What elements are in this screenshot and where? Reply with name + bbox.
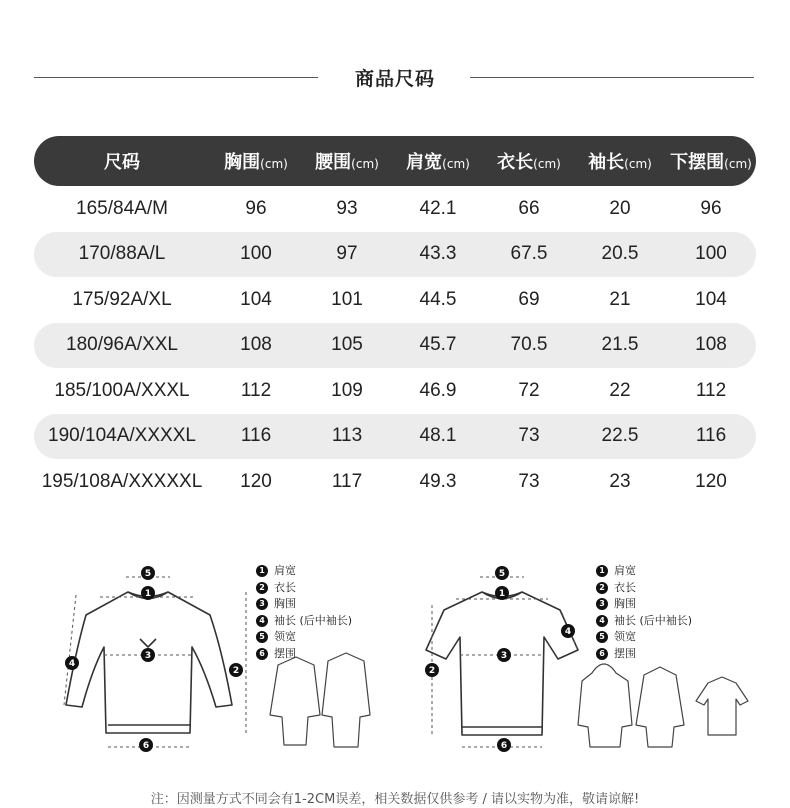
column-header-shoulder: 肩宽(cm)	[406, 152, 470, 173]
title-divider-right	[470, 77, 754, 78]
table-cell: 93	[336, 197, 358, 219]
table-cell: 42.1	[419, 197, 457, 219]
table-row	[34, 232, 756, 278]
column-header-waist: 腰围(cm)	[315, 152, 379, 173]
tshirt-outline-icon	[426, 592, 578, 735]
table-row	[34, 459, 756, 505]
legend-item: 3 胸围	[596, 596, 692, 613]
table-cell: 116	[695, 425, 727, 447]
table-cell: 20.5	[601, 243, 639, 265]
table-cell: 20	[609, 197, 631, 219]
column-header-size: 尺码	[104, 152, 140, 173]
measurement-disclaimer: 注：因测量方式不同会有1-2CM误差，相关数据仅供参考 / 请以实物为准，敬请谅解!	[150, 792, 640, 807]
marker-4-label: 4	[564, 627, 572, 637]
table-cell: 100	[240, 243, 272, 265]
table-cell: 108	[240, 334, 272, 356]
blazer-thumbnail-icon	[322, 653, 370, 747]
table-header	[34, 136, 756, 186]
number-badge-icon: 2	[256, 582, 268, 594]
table-cell: 22	[609, 379, 631, 401]
table-cell: 73	[518, 425, 540, 447]
number-badge-icon: 3	[596, 598, 608, 610]
table-cell: 101	[331, 288, 363, 310]
table-cell: 48.1	[419, 425, 457, 447]
number-badge-icon: 6	[596, 648, 608, 660]
marker-4-label: 4	[68, 659, 76, 669]
legend-item: 6 摆围	[596, 646, 692, 663]
legend-item: 2 衣长	[596, 580, 692, 597]
page-title: 商品尺码	[354, 68, 435, 90]
table-cell: 72	[518, 379, 540, 401]
table-cell: 69	[518, 288, 540, 310]
number-badge-icon: 1	[256, 565, 268, 577]
column-header-length: 衣长(cm)	[497, 152, 561, 173]
table-cell: 113	[331, 425, 363, 447]
table-row	[34, 414, 756, 460]
table-cell: 70.5	[510, 334, 548, 356]
table-cell: 67.5	[510, 243, 548, 265]
table-cell: 73	[518, 470, 540, 492]
marker-1-label: 1	[498, 589, 506, 599]
tee-thumbnail-icon	[696, 677, 748, 735]
legend-item: 4 袖长 (后中袖长)	[596, 613, 692, 630]
table-cell: 109	[331, 379, 363, 401]
table-cell-size: 165/84A/M	[76, 197, 168, 219]
table-cell: 105	[331, 334, 363, 356]
legend-item: 3 胸围	[256, 596, 352, 613]
table-cell: 116	[240, 425, 272, 447]
table-cell-size: 185/100A/XXXL	[54, 379, 190, 401]
number-badge-icon: 4	[256, 615, 268, 627]
table-cell: 44.5	[419, 288, 457, 310]
table-cell: 21	[609, 288, 631, 310]
table-cell: 120	[240, 470, 272, 492]
number-badge-icon: 6	[256, 648, 268, 660]
table-cell: 96	[700, 197, 722, 219]
table-cell: 66	[518, 197, 540, 219]
marker-2-label: 2	[232, 666, 240, 676]
marker-5-label: 5	[144, 569, 152, 579]
table-row	[34, 277, 756, 323]
column-header-hem: 下摆围(cm)	[670, 152, 752, 173]
legend-item: 5 领宽	[256, 629, 352, 646]
table-cell: 22.5	[601, 425, 639, 447]
hoodie-thumbnail-icon	[578, 664, 632, 747]
table-cell: 100	[695, 243, 727, 265]
table-cell: 104	[695, 288, 727, 310]
table-cell: 96	[245, 197, 267, 219]
marker-3-label: 3	[500, 651, 508, 661]
number-badge-icon: 4	[596, 615, 608, 627]
sweatshirt-outline-icon	[66, 592, 232, 733]
number-badge-icon: 3	[256, 598, 268, 610]
number-badge-icon: 1	[596, 565, 608, 577]
table-cell: 46.9	[419, 379, 457, 401]
legend-item: 1 肩宽	[596, 563, 692, 580]
size-table	[34, 136, 756, 505]
measurement-guide	[0, 555, 790, 755]
table-cell-size: 175/92A/XL	[72, 288, 172, 310]
column-header-chest: 胸围(cm)	[224, 152, 288, 173]
table-cell: 120	[695, 470, 727, 492]
legend-item: 5 领宽	[596, 629, 692, 646]
table-cell-size: 195/108A/XXXXXL	[41, 470, 203, 492]
table-cell: 112	[695, 379, 727, 401]
legend-left	[256, 563, 352, 662]
marker-6-label: 6	[142, 741, 150, 751]
legend-right	[596, 563, 692, 662]
table-cell-size: 190/104A/XXXXL	[48, 425, 196, 447]
table-cell: 117	[331, 470, 363, 492]
section-header	[0, 60, 790, 96]
number-badge-icon: 5	[256, 631, 268, 643]
legend-item: 2 衣长	[256, 580, 352, 597]
table-cell: 108	[695, 334, 727, 356]
marker-6-label: 6	[500, 741, 508, 751]
table-cell: 49.3	[419, 470, 457, 492]
table-row	[34, 368, 756, 414]
table-cell: 104	[240, 288, 272, 310]
legend-item: 6 摆围	[256, 646, 352, 663]
jacket-thumbnail-icon	[270, 657, 320, 745]
table-cell-size: 170/88A/L	[78, 243, 166, 265]
table-cell: 21.5	[601, 334, 639, 356]
number-badge-icon: 2	[596, 582, 608, 594]
table-cell: 112	[240, 379, 272, 401]
table-row	[34, 323, 756, 369]
table-row	[34, 186, 756, 232]
table-cell: 23	[609, 470, 631, 492]
number-badge-icon: 5	[596, 631, 608, 643]
table-cell: 45.7	[419, 334, 457, 356]
table-cell: 43.3	[419, 243, 457, 265]
legend-item: 4 袖长 (后中袖长)	[256, 613, 352, 630]
marker-5-label: 5	[498, 569, 506, 579]
table-cell: 97	[336, 243, 358, 265]
cardigan-thumbnail-icon	[636, 667, 684, 747]
legend-item: 1 肩宽	[256, 563, 352, 580]
marker-3-label: 3	[144, 651, 152, 661]
marker-1-label: 1	[144, 589, 152, 599]
column-header-sleeve: 袖长(cm)	[588, 152, 652, 173]
table-cell-size: 180/96A/XXL	[66, 334, 178, 356]
marker-2-label: 2	[428, 666, 436, 676]
